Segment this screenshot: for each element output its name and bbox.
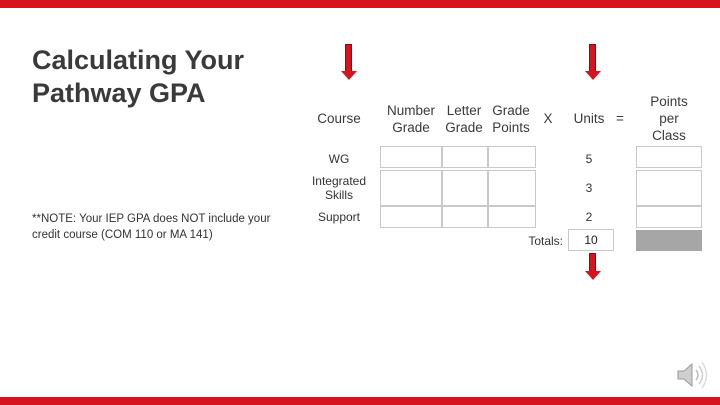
header-equals: =	[616, 111, 624, 126]
letter-grade-input[interactable]	[442, 170, 488, 206]
header-multiply: X	[543, 111, 553, 126]
course-cell-integrated-skills: Integrated Skills	[311, 174, 367, 202]
note-line-2: credit course (COM 110 or MA 141)	[32, 229, 213, 241]
grade-points-input[interactable]	[488, 206, 536, 228]
points-per-class-input[interactable]	[636, 206, 702, 228]
speaker-icon[interactable]	[676, 360, 712, 390]
note-line-1: **NOTE: Your IEP GPA does NOT include your	[32, 213, 271, 225]
totals-label: Totals:	[528, 234, 563, 248]
red-down-arrow-icon	[585, 44, 601, 81]
top-accent-bar	[0, 0, 720, 8]
number-grade-input[interactable]	[380, 206, 442, 228]
total-units-cell: 10	[568, 229, 614, 251]
course-cell-support: Support	[317, 210, 361, 224]
red-down-arrow-icon	[585, 253, 601, 281]
header-number-grade: Number Grade	[386, 103, 435, 135]
header-points-per-class: Points per Class	[650, 94, 688, 143]
units-cell: 2	[585, 210, 593, 224]
points-per-class-input[interactable]	[636, 170, 702, 206]
header-course: Course	[317, 111, 361, 126]
grade-points-input[interactable]	[488, 170, 536, 206]
red-down-arrow-icon	[341, 44, 357, 81]
letter-grade-input[interactable]	[442, 146, 488, 168]
title-line-2: Pathway GPA	[32, 78, 206, 108]
units-cell: 3	[585, 181, 593, 195]
slide-title	[32, 44, 292, 110]
number-grade-input[interactable]	[380, 170, 442, 206]
bottom-accent-bar	[0, 397, 720, 405]
grade-points-input[interactable]	[488, 146, 536, 168]
total-points-cell	[636, 230, 702, 251]
points-per-class-input[interactable]	[636, 146, 702, 168]
header-grade-points: Grade Points	[492, 103, 530, 135]
header-letter-grade: Letter Grade	[445, 103, 483, 135]
number-grade-input[interactable]	[380, 146, 442, 168]
course-cell-wg: WG	[328, 152, 350, 166]
units-cell: 5	[585, 152, 593, 166]
title-line-1: Calculating Your	[32, 45, 245, 75]
letter-grade-input[interactable]	[442, 206, 488, 228]
gpa-note	[32, 211, 298, 243]
header-units: Units	[573, 111, 605, 126]
